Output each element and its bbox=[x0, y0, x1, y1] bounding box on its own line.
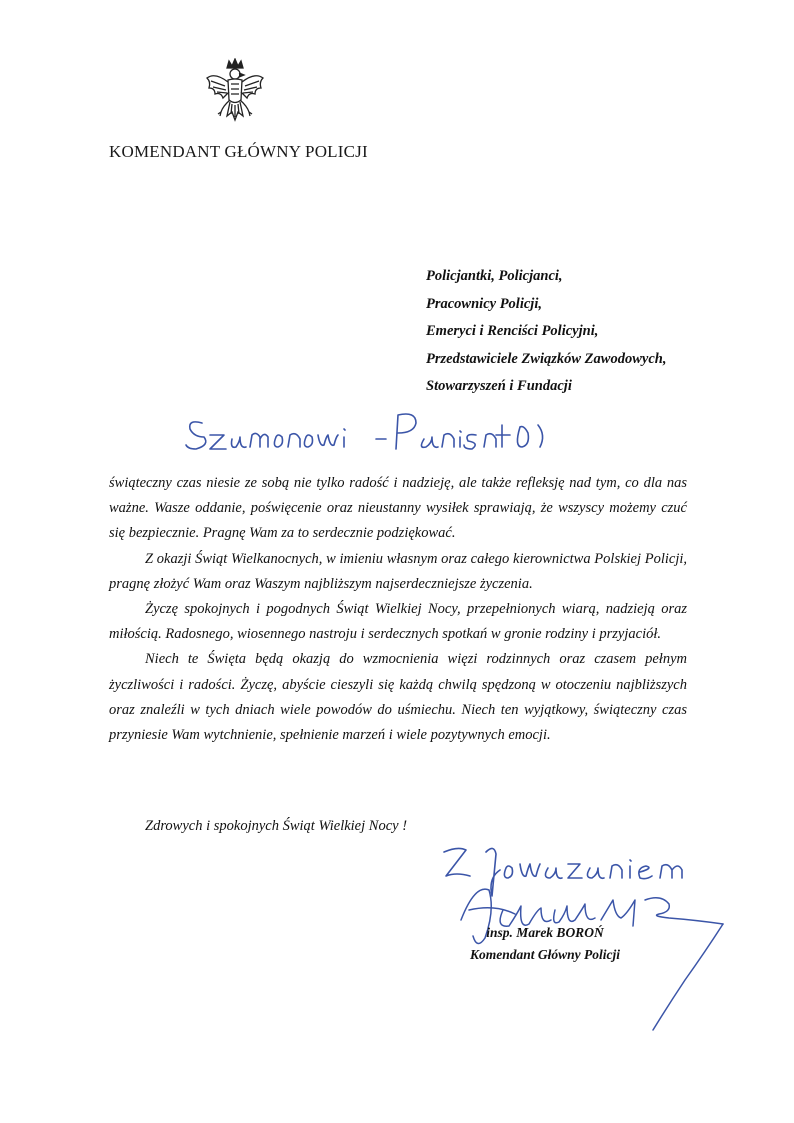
recipient-line: Pracownicy Policji, bbox=[426, 295, 542, 312]
closing-wishes: Zdrowych i spokojnych Świąt Wielkiej Nocy ! bbox=[145, 818, 408, 834]
recipient-line: Przedstawiciele Związków Zawodowych, bbox=[426, 350, 667, 367]
recipient-line: Policjantki, Policjanci, bbox=[426, 268, 563, 284]
organization-title: KOMENDANT GŁÓWNY POLICJI bbox=[109, 142, 368, 161]
signer-block bbox=[440, 922, 650, 966]
body-paragraph: Z okazji Świąt Wielkanocnych, w imieniu własnym oraz całego kierownictwa Polskiej Policji, pragnę złożyć Wam oraz Waszym najbliższym najserdeczniejsze życzenia. bbox=[109, 550, 687, 592]
recipient-line: Stowarzyszeń i Fundacji bbox=[426, 378, 572, 394]
body-paragraph: Życzę spokojnych i pogodnych Świąt Wielkiej Nocy, przepełnionych wiarą, nadzieją oraz miłością. Radosnego, wiosennego nastroju i serdecznych spotkań w gronie rodziny i przyjaciół. bbox=[109, 601, 687, 643]
body-paragraph: Niech te Święta będą okazją do wzmocnienia więzi rodzinnych oraz czasem pełnym życzliwości i radości. Życzę, abyście cieszyli się każdą chwilą spędzoną w otoczeniu najbliższych oraz znaleźli w tych dniach wiele powodów do uśmiechu. Niech ten wyjątkowy, świąteczny czas przyniesie Wam wytchnienie, spełnienie marzeń i wiele pozytywnych emocji. bbox=[109, 651, 687, 744]
signer-title: Komendant Główny Policji bbox=[469, 947, 620, 962]
signer-name: insp. Marek BOROŃ bbox=[486, 925, 604, 940]
body-paragraph: świąteczny czas niesie ze sobą nie tylko radość i nadzieję, ale także refleksję nad tym, co dla nas ważne. Wasze oddanie, poświęcenie oraz nieustanny wysiłek sprawiają, że wszyscy możemy czuć się bezpiecznie. Pragnę Wam za to serdecznie podziękować. bbox=[109, 475, 687, 542]
polish-eagle-emblem-icon bbox=[203, 58, 267, 128]
recipients-list bbox=[426, 263, 766, 401]
handwritten-salutation bbox=[180, 405, 580, 465]
letter-body bbox=[109, 471, 687, 748]
recipient-line: Emeryci i Renciści Policyjni, bbox=[426, 323, 599, 339]
